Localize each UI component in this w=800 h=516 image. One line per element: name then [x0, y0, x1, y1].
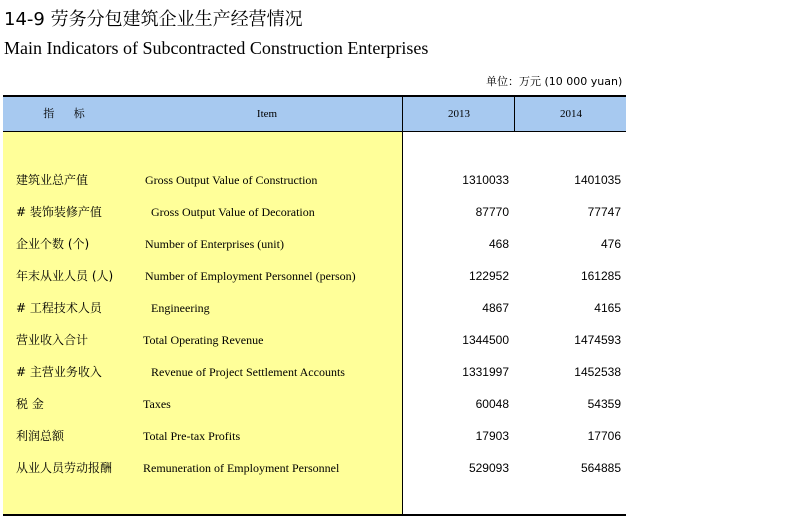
row-label-cn: # 工程技术人员	[16, 301, 102, 315]
table-row	[3, 170, 626, 190]
table-row	[3, 394, 626, 414]
unit-label: 单位：万元 (10 000 yuan)	[486, 75, 623, 88]
row-label-cn: # 装饰装修产值	[16, 205, 102, 219]
table-row	[3, 330, 626, 350]
value-2014: 17706	[587, 429, 621, 443]
table-row	[3, 426, 626, 446]
value-2014: 161285	[580, 269, 621, 283]
value-2013: 1331997	[462, 365, 509, 379]
row-label-en: Number of Employment Personnel (person)	[145, 269, 356, 283]
table-row	[3, 266, 626, 286]
row-label-en: Gross Output Value of Decoration	[151, 205, 315, 219]
row-label-cn: 利润总额	[16, 429, 65, 443]
value-2014: 1474593	[574, 333, 621, 347]
value-2013: 1310033	[462, 173, 509, 187]
row-label-cn: # 主营业务收入	[16, 365, 102, 379]
table-row	[3, 298, 626, 318]
value-2013: 1344500	[462, 333, 509, 347]
row-label-en: Remuneration of Employment Personnel	[143, 461, 340, 475]
value-2013: 4867	[482, 301, 509, 315]
value-2014: 54359	[587, 397, 621, 411]
row-label-cn: 从业人员劳动报酬	[16, 461, 113, 475]
row-label-en: Total Pre-tax Profits	[143, 429, 241, 443]
row-label-cn: 年末从业人员 (人)	[16, 269, 114, 283]
row-label-cn: 建筑业总产值	[16, 173, 89, 187]
table-header	[3, 97, 626, 132]
header-indicator-cn: 指 标	[43, 107, 93, 120]
value-2014: 564885	[580, 461, 621, 475]
value-2013: 17903	[475, 429, 509, 443]
row-label-en: Engineering	[151, 301, 210, 315]
page-title-en: Main Indicators of Subcontracted Construction Enterprises	[4, 38, 429, 58]
table-row	[3, 362, 626, 382]
row-label-en: Number of Enterprises (unit)	[145, 237, 284, 251]
value-2014: 4165	[594, 301, 621, 315]
row-label-en: Revenue of Project Settlement Accounts	[151, 365, 345, 379]
header-year-2014: 2014	[514, 97, 627, 131]
value-2014: 1401035	[574, 173, 621, 187]
value-2013: 529093	[468, 461, 509, 475]
value-2014: 77747	[587, 205, 621, 219]
row-label-cn: 税 金	[16, 397, 44, 411]
row-label-en: Gross Output Value of Construction	[145, 173, 318, 187]
header-year-2013: 2013	[402, 97, 515, 131]
value-2013: 122952	[468, 269, 509, 283]
value-2014: 1452538	[574, 365, 621, 379]
value-2014: 476	[600, 237, 621, 251]
table-row	[3, 234, 626, 254]
row-label-en: Total Operating Revenue	[143, 333, 264, 347]
value-2013: 87770	[475, 205, 509, 219]
row-label-cn: 营业收入合计	[16, 333, 89, 347]
page-title-cn: 14-9 劳务分包建筑企业生产经营情况	[4, 9, 303, 30]
header-item-en: Item	[256, 108, 278, 120]
row-label-en: Taxes	[143, 397, 171, 411]
value-2013: 60048	[475, 397, 509, 411]
value-2013: 468	[488, 237, 509, 251]
table-row	[3, 458, 626, 478]
row-label-cn: 企业个数 (个)	[16, 237, 90, 251]
table-row	[3, 202, 626, 222]
